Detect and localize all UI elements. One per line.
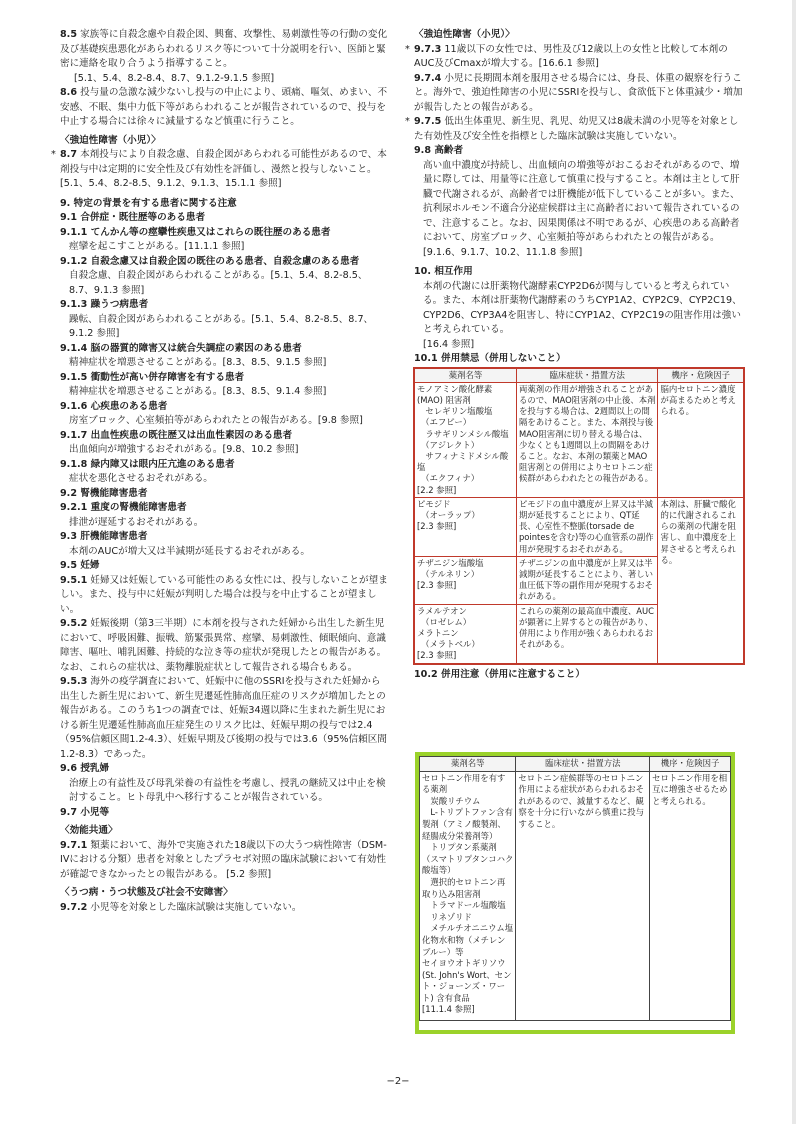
table-header-row xyxy=(420,757,731,772)
drug-cell: セロトニン作用を有する薬剤 炭酸リチウム L-トリプトファン含有製剤（アミノ酸製剤、経腸成分栄養剤等） トリプタン系薬剤（スマトリプタンコハク酸塩等） 選択的セロトニン再取り込み阻害剤 トラマドール塩酸塩 リネゾリド メチルチオニニウム塩化物水和物（メチレンブルー）等 セイヨウオトギリソウ(St. John's Wort、セント・ジョーンズ・ワート) 含有食品 [11.1.4 参照] xyxy=(420,771,516,1020)
right-column xyxy=(414,28,744,682)
text-9-1-4: 精神症状を増悪させることがある。[8.3、8.5、9.1.5 参照] xyxy=(69,357,327,368)
heading-9-1-8: 9.1.8 緑内障又は眼内圧亢進のある患者 xyxy=(60,458,235,470)
text-9-1-3: 躁転、自殺企図があらわれることがある。[5.1、5.4、8.2-8.5、8.7、9.1.2 参照] xyxy=(69,313,374,339)
mechanism-cell: セロトニン作用を相互に増強させるためと考えられる。 xyxy=(650,771,731,1020)
column-header: 薬剤名等 xyxy=(415,368,517,382)
heading-9-5: 9.5 妊婦 xyxy=(60,560,100,571)
para-9-7-5: * 9.7.5 低出生体重児、新生児、乳児、幼児又は8歳未満の小児等を対象とした有効性及び安全性を指標とした臨床試験は実施していない。 xyxy=(414,115,744,144)
drug-cell: チザニジン塩酸塩 （テルネリン） [2.3 参照] xyxy=(415,556,517,604)
para-8-7: * 8.7 本剤投与により自殺念慮、自殺企図があらわれる可能性があるので、本剤投与中は定期的に安全性及び有効性を評価し、漫然と投与しないこと。 [5.1、5.4、8.2-8.5、9.1.2、9.1.3、15.1.1 参照] xyxy=(60,148,390,192)
heading-9-7: 9.7 小児等 xyxy=(60,806,110,818)
para-9-7-4: 9.7.4 小児に長期間本剤を服用させる場合には、身長、体重の観察を行うこと。海外で、強迫性障害の小児にSSRIを投与し、食欲低下と体重減少・増加が報告したとの報告がある。 xyxy=(414,72,743,113)
text-9-6: 治療上の有益性及び母乳栄養の有益性を考慮し、授乳の継続又は中止を検討すること。ヒト母乳中へ移行することが報告されている。 xyxy=(69,777,386,803)
text-9-1-8: 症状を悪化させるおそれがある。 xyxy=(69,473,213,484)
heading-10: 10. 相互作用 xyxy=(414,266,473,277)
heading-10-2: 10.2 併用注意（併用に注意すること） xyxy=(414,668,585,680)
text-9-3: 本剤のAUCが増大又は半減期が延長するおそれがある。 xyxy=(69,545,310,557)
subheading-ocd-child-right: 〈強迫性障害（小児）〉 xyxy=(414,29,515,40)
para-8-6: 8.6 投与量の急激な減少ないし投与の中止により、頭痛、嘔気、めまい、不安感、不眠、集中力低下等があらわれることが報告されているので、投与を中止する場合には徐々に減量するなど慎重に行うこと。 xyxy=(60,87,388,127)
heading-9: 9. 特定の背景を有する患者に関する注意 xyxy=(60,197,237,209)
heading-9-1-4: 9.1.4 脳の器質的障害又は統合失調症の素因のある患者 xyxy=(60,342,302,354)
heading-9-2-1: 9.2.1 重度の腎機能障害患者 xyxy=(60,502,187,513)
clinical-cell: チザニジンの血中濃度が上昇又は半減期が延長することにより、著しい血圧低下等の副作用が発現するおそれがある。 xyxy=(516,556,657,604)
para-9-7-3: * 9.7.3 11歳以下の女性では、男性及び12歳以上の女性と比較して本剤のAUC及びCmaxが増大する。[16.6.1 参照] xyxy=(414,43,744,72)
para-9-5-3: 9.5.3 海外の疫学調査において、妊娠中に他のSSRIを投与された妊婦から出生した新生児において、新生児遷延性肺高血圧症のリスクが増加したとの報告がある。このうち1つの調査では、妊娠34週以降に生まれた新生児における新生児遷延性肺高血圧症発生のリスク比は、妊娠早期の投与では2.4（95%信頼区間1.2-4.3）、妊娠早期及び後期の投与では3.6（95%信頼区間1.2-8.3）であった。 xyxy=(60,676,387,760)
heading-9-2: 9.2 腎機能障害患者 xyxy=(60,487,148,499)
subheading-depression: 〈うつ病・うつ状態及び社会不安障害〉 xyxy=(60,887,233,898)
drug-cell: ピモジド （オーラップ） [2.3 参照] xyxy=(415,497,517,556)
heading-9-1-6: 9.1.6 心疾患のある患者 xyxy=(60,400,168,412)
heading-10-1: 10.1 併用禁忌（併用しないこと） xyxy=(414,353,566,364)
heading-9-3: 9.3 肝機能障害患者 xyxy=(60,531,148,542)
clinical-cell: ピモジドの血中濃度が上昇又は半減期が延長することにより、QT延長、心室性不整脈(torsade de pointesを含む)等の心血管系の副作用が発現するおそれがある。 xyxy=(516,497,657,556)
clinical-cell: これらの薬剤の最高血中濃度、AUCが顕著に上昇するとの報告があり、併用により作用が強くあらわれるおそれがある。 xyxy=(516,604,657,663)
heading-9-8: 9.8 高齢者 xyxy=(414,145,464,156)
text-10: 本剤の代謝には肝薬物代謝酵素CYP2D6が関与していると考えられている。また、本剤は肝薬物代謝酵素のうちCYP1A2、CYP2C9、CYP2C19、CYP2D6、CYP3A4を阻害し、特にCYP1A2、CYP2C19の阻害作用は強いと考えられている。 xyxy=(423,280,742,335)
contraindicated-table xyxy=(414,368,744,664)
heading-9-1: 9.1 合併症・既往歴等のある患者 xyxy=(60,212,206,223)
heading-9-1-1: 9.1.1 てんかん等の痙攣性疾患又はこれらの既往歴のある患者 xyxy=(60,226,331,238)
clinical-cell: セロトニン症候群等のセロトニン作用による症状があらわれるおそれがあるので、減量するなど、観察を十分に行いながら慎重に投与すること。 xyxy=(516,771,650,1020)
heading-9-1-2: 9.1.2 自殺念慮又は自殺企図の既往のある患者、自殺念慮のある患者 xyxy=(60,255,360,267)
table-header-row xyxy=(415,368,744,382)
para-9-5-2: 9.5.2 妊娠後期（第3三半期）に本剤を投与された妊婦から出生した新生児において、呼吸困難、振戦、筋緊張異常、痙攣、易刺激性、傾眠傾向、意識障害、嘔吐、哺乳困難、持続的な泣き等の症状が発現したとの報告がある。なお、これらの症状は、薬物離脱症状として報告される場合もある。 xyxy=(60,618,387,673)
left-column xyxy=(60,28,390,915)
column-header: 薬剤名等 xyxy=(420,757,516,772)
mechanism-cell: 脳内セロトニン濃度が高まるためと考えられる。 xyxy=(658,382,744,497)
column-header: 臨床症状・措置方法 xyxy=(516,757,650,772)
page-number: −2− xyxy=(386,1076,410,1087)
caution-table xyxy=(419,756,731,1021)
subheading-common: 〈効能共通〉 xyxy=(60,825,118,836)
para-8-5: 8.5 家族等に自殺念慮や自殺企図、興奮、攻撃性、易刺激性等の行動の変化及び基礎疾患悪化があらわれるリスク等について十分説明を行い、医師と緊密に連絡を取り合うよう指導すること。 [5.1、5.4、8.2-8.4、8.7、9.1.2-9.1.5 参照] xyxy=(60,29,388,84)
text-9-1-2: 自殺念慮、自殺企図があらわれることがある。[5.1、5.4、8.2-8.5、8.7、9.1.3 参照] xyxy=(69,270,368,296)
text-9-1-5: 精神症状を増悪させることがある。[8.3、8.5、9.1.4 参照] xyxy=(69,386,327,397)
text-9-1-6: 房室ブロック、心室頻拍等があらわれたとの報告がある。[9.8 参照] xyxy=(69,415,363,426)
page-edge xyxy=(792,0,796,1124)
para-9-7-2: 9.7.2 小児等を対象とした臨床試験は実施していない。 xyxy=(60,901,302,913)
text-9-1-1: 痙攣を起こすことがある。[11.1.1 参照] xyxy=(69,241,245,252)
heading-9-1-7: 9.1.7 出血性疾患の既往歴又は出血性素因のある患者 xyxy=(60,429,293,441)
column-header: 機序・危険因子 xyxy=(650,757,731,772)
table-row xyxy=(415,497,744,556)
para-9-7-1: 9.7.1 類薬において、海外で実施された18歳以下の大うつ病性障害（DSM-IVにおける分類）患者を対象としたプラセボ対照の臨床試験において有効性が確認できなかったとの報告がある。 [5.2 参照] xyxy=(60,839,387,880)
ref-9-8: [9.1.6、9.1.7、10.2、11.1.8 参照] xyxy=(423,246,583,258)
highlight-box xyxy=(415,752,735,1034)
heading-9-1-3: 9.1.3 躁うつ病患者 xyxy=(60,299,149,310)
text-9-1-7: 出血傾向が増強するおそれがある。[9.8、10.2 参照] xyxy=(69,444,299,455)
drug-cell: モノアミン酸化酵素(MAO) 阻害剤 セレギリン塩酸塩 （エフピー） ラサギリンメシル酸塩 （アジレクト） サフィナミドメシル酸塩 （エクフィナ） [2.2 参照] xyxy=(415,382,517,497)
drug-cell: ラメルテオン （ロゼレム） メラトニン （メラトベル） [2.3 参照] xyxy=(415,604,517,663)
para-9-5-1: 9.5.1 妊婦又は妊娠している可能性のある女性には、投与しないことが望ましい。また、投与中に妊娠が判明した場合は投与を中止することが望ましい。 xyxy=(60,574,388,615)
table-row xyxy=(420,771,731,1020)
column-header: 機序・危険因子 xyxy=(658,368,744,382)
clinical-cell: 両薬剤の作用が増強されることがあるので、MAO阻害剤の中止後、本剤を投与する場合は、2週間以上の間隔をあけること。また、本剤投与後MAO阻害剤に切り替える場合は、少なくとも1週間以上の間隔をあけること。なお、本剤の類薬とMAO阻害剤との併用によりセロトニン症候群があらわれたとの報告がある。 xyxy=(516,382,657,497)
ref-10: [16.4 参照] xyxy=(423,338,475,350)
subheading-ocd-child: 〈強迫性障害（小児）〉 xyxy=(60,134,161,146)
table-row xyxy=(415,382,744,497)
mechanism-cell: 本剤は、肝臓で酸化的に代謝されるこれらの薬剤の代謝を阻害し、血中濃度を上昇させると考えられる。 xyxy=(658,497,744,663)
heading-9-6: 9.6 授乳婦 xyxy=(60,763,110,774)
text-9-2-1: 排泄が遅延するおそれがある。 xyxy=(69,516,204,528)
heading-9-1-5: 9.1.5 衝動性が高い併存障害を有する患者 xyxy=(60,371,245,383)
column-header: 臨床症状・措置方法 xyxy=(516,368,657,382)
text-9-8: 高い血中濃度が持続し、出血傾向の増強等がおこるおそれがあるので、増量に際しては、用量等に注意して慎重に投与すること。本剤は主として肝臓で代謝されるが、高齢者では肝機能が低下していることが多い。また、抗利尿ホルモン不適合分泌症候群は主に高齢者において報告されているので、注意すること。なお、因果関係は不明であるが、心疾患のある高齢者において、房室ブロック、心室頻拍等があらわれたとの報告がある。 xyxy=(423,159,740,243)
